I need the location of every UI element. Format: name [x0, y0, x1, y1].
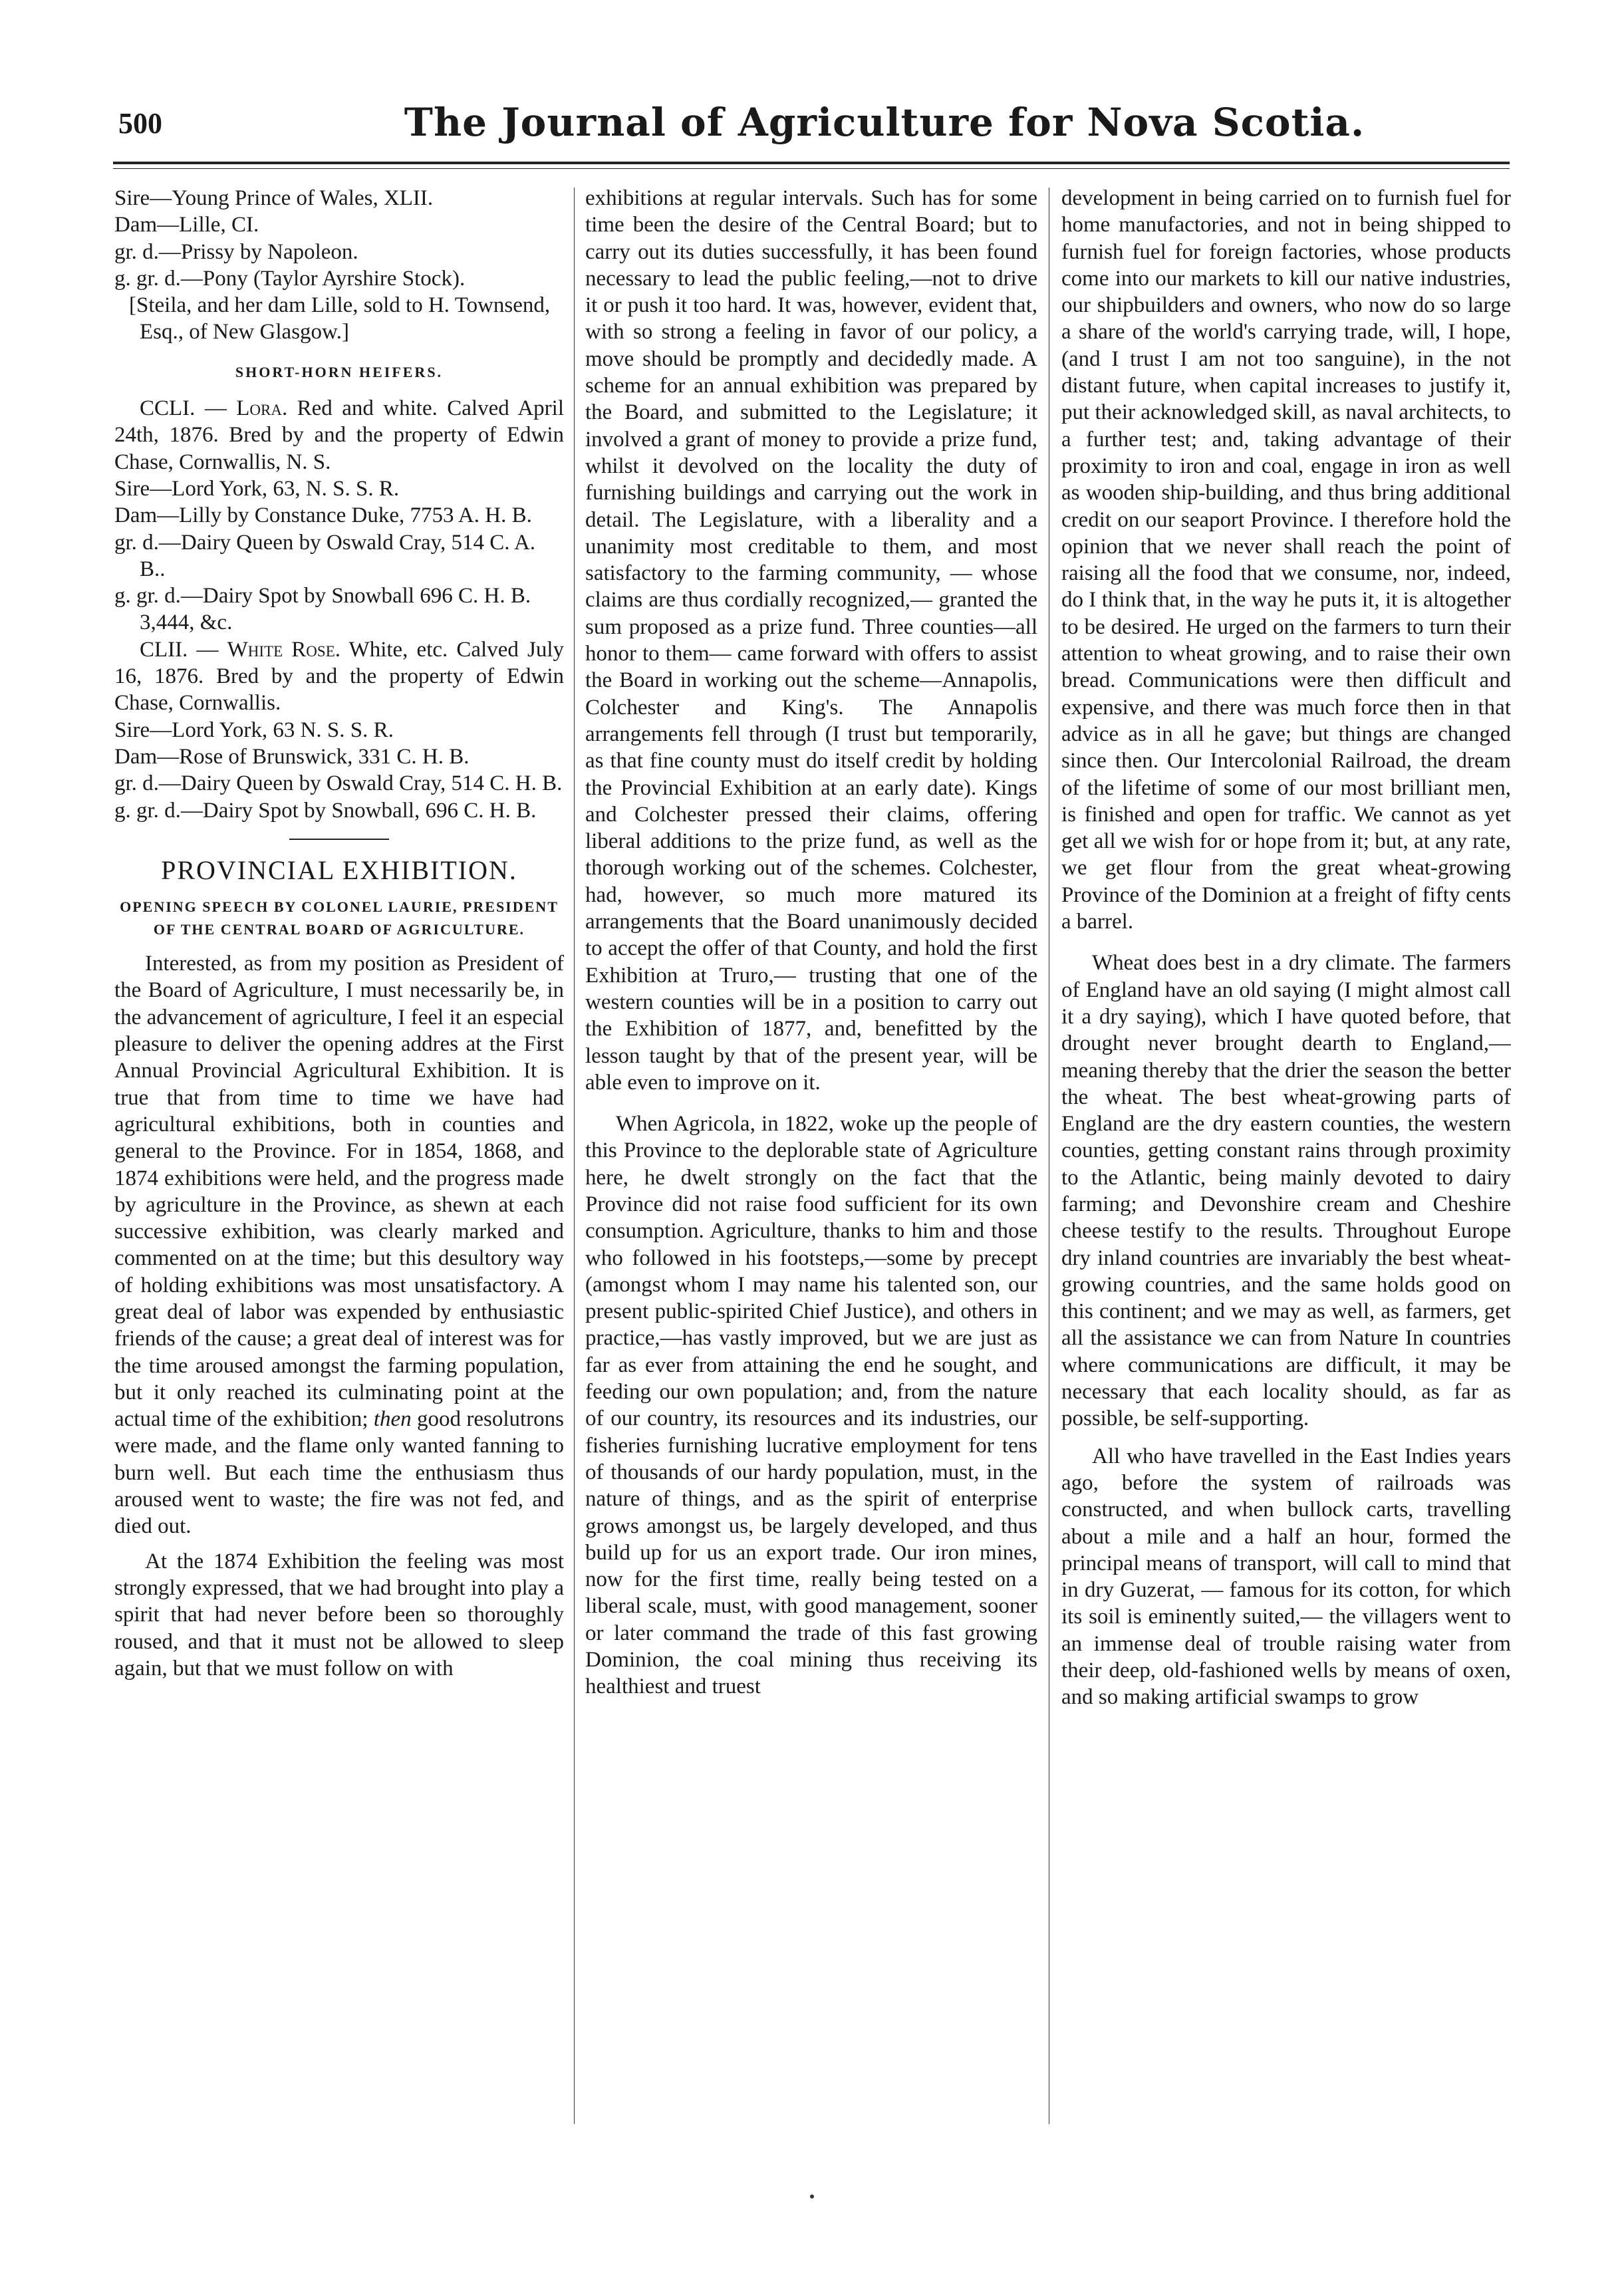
entry-text: Red and white. Calved April 24th, 1876. Bred by and the property of Edwin Chase, Cornwallis, N. S. [114, 396, 564, 474]
paragraph-text: good resolutrons were made, and the flame only wanted fanning to burn well. But each time the enthusiasm thus aroused went to waste; the fire was not fed, and died out. [114, 1407, 564, 1539]
pedigree-line: Sire—Lord York, 63 N. S. S. R. [114, 718, 394, 742]
entry-lora [114, 395, 564, 475]
paragraph [114, 950, 564, 1540]
entry-id: CCLI. — [140, 396, 227, 421]
column-1 [114, 185, 564, 2133]
pedigree-line: Dam—Lille, CI. [114, 213, 259, 237]
pedigree-stella [114, 185, 564, 346]
sale-note [114, 292, 564, 346]
subhead-short-horn-heifers: SHORT-HORN HEIFERS. [235, 363, 444, 380]
header-rule [113, 162, 1510, 169]
paragraph: development in being carried on to furnish fuel for home manufactories, and not in being shipped to furnish fuel for foreign factories, whose products come into our markets to kill our native industries, our shipbuilders and owners, who now do so large a share of the world's carrying trade, will, I hope, (and I trust I am not too sanguine), in the not distant future, when capital increases to justify it, put their acknowledged skill, as naval architects, to a further test; and, taking advantage of their proximity to iron and coal, engage in iron as well as wooden ship-building, and thus bring additional credit on our seaport Province. I therefore hold the opinion that we never shall reach the point of raising all the food that we consume, nor, indeed, do I think that, in the way he puts it, it is altogether to be desired. He urged on the farmers to turn their attention to wheat growing, and to raise their own bread. Communications were then difficult and expensive, and there was much force then in that advice as in all he gave; but things are changed since then. Our Intercolonial Railroad, the dream of the lifetime of some of our most brilliant men, is finished and open for traffic. We cannot as yet get all we wish for or hope from it; but, at any rate, we get flour from the great wheat-growing Province of the Dominion at a freight of fifty cents a barrel. [1061, 186, 1511, 934]
paragraph: exhibitions at regular intervals. Such has for some time been the desire of the Central Board; but to carry out its duties successfully, it has been found necessary to lead the public feeling,—not to drive it or push it too hard. It was, however, evident that, with so strong a feeling in favor of our policy, a move should be promptly and decidedly made. A scheme for an annual exhibition was prepared by the Board, and submitted to the Legislature; it involved a grant of money to provide a prize fund, whilst it devolved on the locality the duty of furnishing buildings and carrying out the work in detail. The Legislature, with a liberality and a unanimity most creditable to them, and most satisfactory to the farming community, — whose claims are thus cordially recognized,— granted the sum proposed as a prize fund. Three counties—all honor to them— came forward with offers to assist the Board in working out the scheme—Annapolis, Colchester and King's. The Annapolis arrangements fell through (I trust but temporarily, as that fine county must do itself credit by holding the Provincial Exhibition at an early date). Kings and Colchester pressed their claims, offering liberal additions to the prize fund, as well as the thorough working out of the schemes. Colchester, had, however, so much more matured its arrangements that the Board unanimously decided to accept the offer of that County, and hold the first Exhibition at Truro,— trusting that one of the western counties will be in a position to carry out the Exhibition of 1877, and, benefitted by the lesson taught by that of the present year, will be able even to improve on it. [585, 186, 1037, 1095]
sale-note-text: [Steila, and her dam Lille, sold to H. Townsend, Esq., of New Glasgow.] [129, 293, 551, 344]
pedigree-line: gr. d.—Prissy by Napoleon. [114, 239, 358, 264]
page-mark [810, 2195, 814, 2199]
pedigree-line: Dam—Rose of Brunswick, 331 C. H. B. [114, 744, 470, 769]
section-title: PROVINCIAL EXHIBITION. [161, 855, 517, 885]
entry-white-rose [114, 636, 564, 717]
column-2 [585, 185, 1037, 2133]
paragraph: At the 1874 Exhibition the feeling was most strongly expressed, that we had brought into play a spirit that had never before been so thoroughly roused, and that it must not be allowed to sleep again, but that we must follow on with [114, 1549, 564, 1680]
pedigree-line: g. gr. d.—Pony (Taylor Ayrshire Stock). [114, 266, 466, 291]
paragraph: When Agricola, in 1822, woke up the people of this Province to the deplorable state of Agriculture here, he dwelt strongly on the fact that the Province did not raise food sufficient for its own consumption. Agriculture, thanks to him and those who followed in his footsteps,—some by precept (amongst whom I may name his talented son, our present public-spirited Chief Justice), and others in practice,—has vastly improved, but we are just as far as ever from attaining the end he sought, and feeding our own population; and, from the nature of our country, its resources and its industries, our fisheries furnishing lucrative employment for tens of thousands of our hardy population, must, in the nature of things, and as the spirit of enterprise grows amongst us, be largely developed, and thus build up for us an export trade. Our iron mines, now for the first time, really being tested on a liberal scale, must, with good management, sooner or later command the trade of this fast growing Dominion, the coal mining thus receiving its healthiest and truest [585, 1112, 1037, 1699]
running-title: The Journal of Agriculture for Nova Scotia. [404, 100, 1365, 145]
pedigree-line: Sire—Young Prince of Wales, XLII. [114, 186, 434, 210]
pedigree-white-rose [114, 717, 564, 824]
pedigree-lora [114, 475, 564, 636]
entry-id: CLII. — [140, 637, 219, 662]
pedigree-line: Dam—Lilly by Constance Duke, 7753 A. H. B. [114, 503, 532, 528]
column-divider [574, 188, 575, 2124]
page-number: 500 [118, 107, 162, 140]
column-3 [1061, 185, 1511, 2133]
pedigree-line: g. gr. d.—Dairy Spot by Snowball 696 C. H. B. 3,444, &c. [114, 584, 531, 635]
paragraph: All who have travelled in the East Indies years ago, before the system of railroads was constructed, and when bullock carts, travelling about a mile and a half an hour, formed the principal means of transport, will call to mind that in dry Guzerat, — famous for its cotton, for which its soil is eminently suited,— the villagers went to an immense deal of trouble raising water from their deep, old-fashioned wells by means of oxen, and so making artificial swamps to grow [1061, 1444, 1511, 1710]
entry-text: White, etc. Calved July 16, 1876. Bred by and the property of Edwin Chase, Cornwallis. [114, 637, 564, 716]
paragraph-text: Interested, as from my position as President of the Board of Agriculture, I must necessarily be, in the advancement of agriculture, I feel it an especial pleasure to deliver the opening addres at the First Annual Provincial Agricultural Exhibition. It is true that from time to time we have had agricultural exhibitions, both in counties and general to the Province. For in 1854, 1868, and 1874 exhibitions were held, and the progress made by agriculture in the Province, as shewn at each successive exhibition, was clearly marked and commented on at the time; but this desultory way of holding exhibitions was most unsatisfactory. A great deal of labor was expended by enthusiastic friends of the cause; a great deal of interest was for the time aroused amongst the farming population, but it only reached its culminating point at the actual time of the exhibition; [114, 952, 564, 1432]
pedigree-line: g. gr. d.—Dairy Spot by Snowball, 696 C. H. B. [114, 798, 537, 823]
paragraph-emphasis: then [373, 1407, 412, 1432]
entry-name: Lora. [236, 396, 288, 421]
section-divider [289, 839, 389, 840]
pedigree-line: Sire—Lord York, 63, N. S. S. R. [114, 476, 400, 501]
paragraph: Wheat does best in a dry climate. The farmers of England have an old saying (I might almost call it a dry saying), which I have quoted before, that drought never brought dearth to England,—meaning thereby that the drier the season the better the wheat. The best wheat-growing parts of England are the dry eastern counties, the western counties, getting constant rains through proximity to the Atlantic, being mainly devoted to dairy farming; and Devonshire cream and Cheshire cheese testify to the results. Throughout Europe dry inland countries are invariably the best wheat-growing countries, and the same holds good on this continent; and we may as well, as farmers, get all the assistance we can from Nature In countries where communications are difficult, it may be necessary that each locality should, as far as possible, be self-supporting. [1061, 951, 1511, 1431]
pedigree-line: gr. d.—Dairy Queen by Oswald Cray, 514 C. A. B.. [114, 530, 536, 581]
pedigree-line: gr. d.—Dairy Queen by Oswald Cray, 514 C. H. B. [114, 771, 563, 796]
section-byline: OPENING SPEECH BY COLONEL LAURIE, PRESIDENT OF THE CENTRAL BOARD OF AGRICULTURE. [120, 898, 559, 938]
entry-name: White Rose. [227, 637, 341, 662]
